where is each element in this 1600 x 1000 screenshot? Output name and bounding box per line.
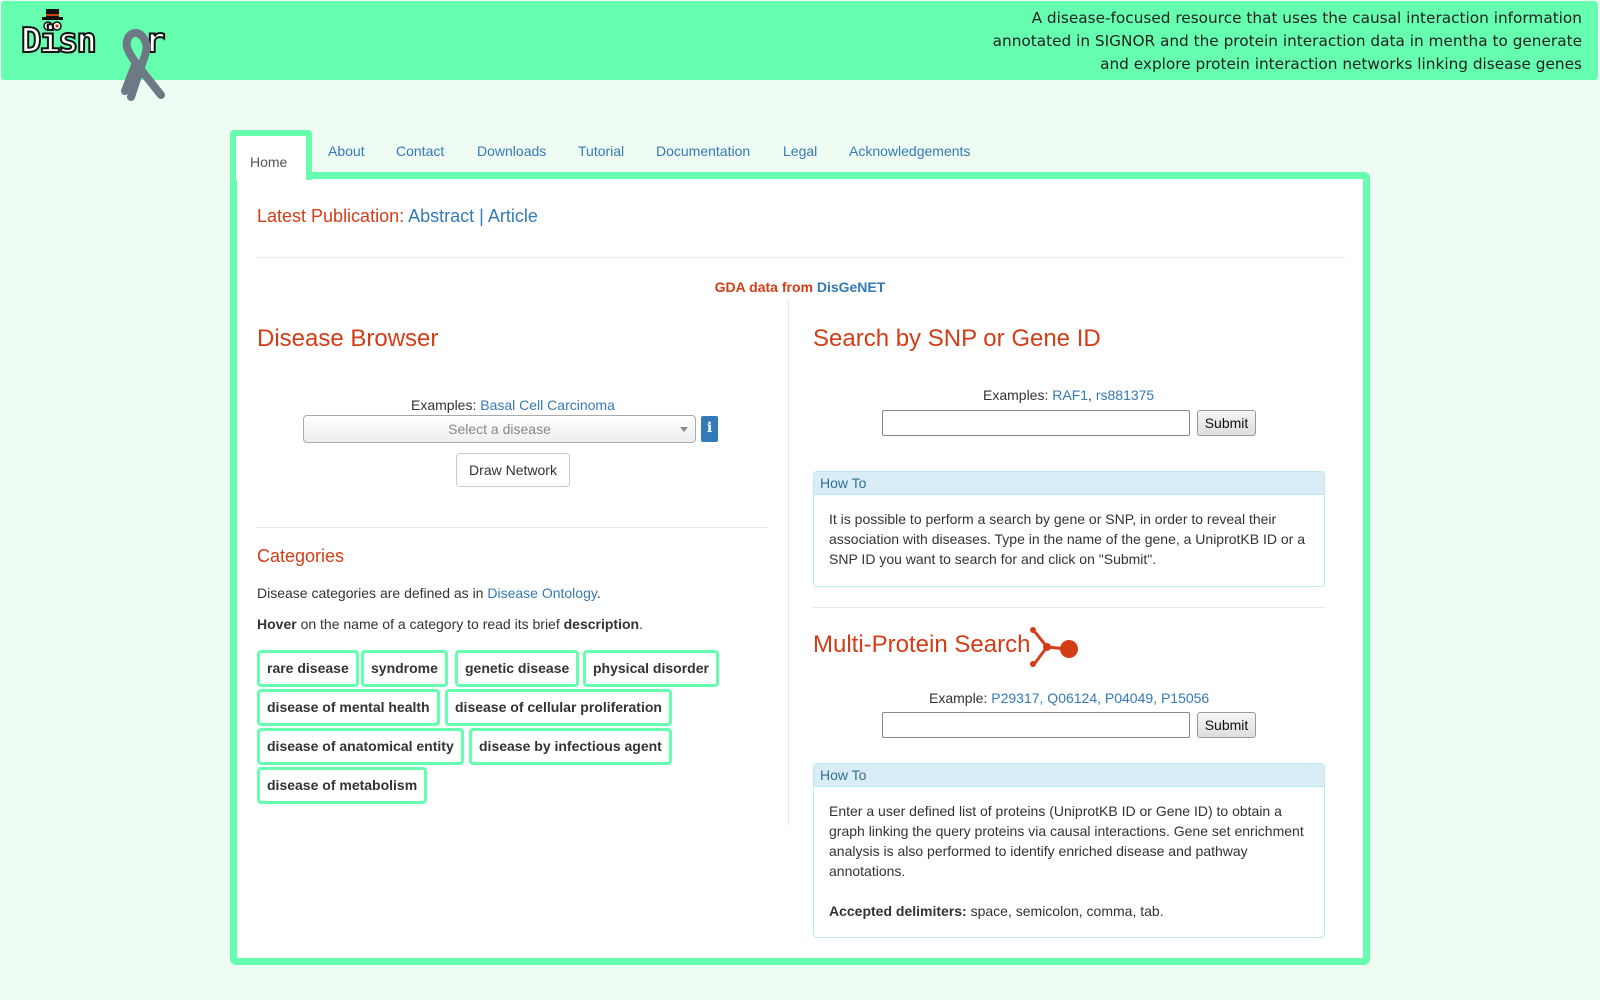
snp-search-input[interactable]: [882, 410, 1190, 436]
tab-documentation[interactable]: Documentation: [656, 143, 751, 159]
snp-howto-panel: [813, 471, 1325, 587]
hover-end: .: [639, 616, 643, 632]
description-bold: description: [563, 616, 640, 632]
delimiters-label: Accepted delimiters:: [829, 903, 967, 919]
howto-text: Enter a user defined list of proteins (UniprotKB ID or Gene ID) to obtain a graph linking the query proteins via causal interactions. Gene set enrichment analysis is also performed to identify enriched disease and pathway annotations.: [829, 803, 1304, 879]
tagline-line: annotated in SIGNOR and the protein interaction data in mentha to generate: [992, 32, 1582, 50]
publication-separator: |: [479, 206, 484, 226]
gda-source: [0, 279, 1600, 295]
multi-protein-submit-button[interactable]: Submit: [1197, 712, 1256, 738]
examples-label: Examples:: [983, 387, 1049, 403]
site-tagline: [992, 7, 1582, 76]
categories-def-end: .: [596, 585, 601, 601]
disease-ontology-link[interactable]: Disease Ontology: [487, 585, 597, 601]
category-chip[interactable]: syndrome: [361, 650, 448, 687]
svg-text:r: r: [145, 21, 166, 61]
category-chip[interactable]: disease of mental health: [257, 689, 440, 726]
multi-protein-input[interactable]: [882, 712, 1190, 738]
gda-label: GDA data from: [714, 279, 813, 295]
categories-def-text: Disease categories are defined as in: [257, 585, 484, 601]
article-link[interactable]: Article: [487, 206, 538, 226]
howto-body: It is possible to perform a search by gene or SNP, in order to reveal their association with diseases. Type in the name of the gene, a UniprotKB ID or a SNP ID you want to search for and click on "Submit".: [829, 511, 1306, 567]
disnor-logo[interactable]: [21, 5, 181, 103]
category-chip[interactable]: disease by infectious agent: [469, 728, 672, 765]
column-divider: [788, 300, 789, 825]
tagline-line: A disease-focused resource that uses the causal interaction information: [1031, 9, 1582, 27]
disease-select[interactable]: [303, 415, 696, 443]
hover-text: on the name of a category to read its brief: [300, 616, 560, 632]
info-icon[interactable]: i: [701, 416, 718, 442]
snp-examples: [983, 387, 1154, 403]
categories-title: Categories: [257, 546, 345, 566]
multi-howto-panel: [813, 763, 1325, 938]
category-chip[interactable]: disease of metabolism: [257, 767, 427, 804]
draw-network-button[interactable]: Draw Network: [456, 453, 570, 487]
divider: [257, 527, 767, 528]
hover-bold: Hover: [257, 616, 297, 632]
tab-home[interactable]: Home: [230, 130, 312, 180]
accepted-delimiters: [829, 901, 1309, 921]
examples-comma: ,: [1088, 387, 1092, 403]
category-chip[interactable]: physical disorder: [583, 650, 719, 687]
example-raf1-link[interactable]: RAF1: [1052, 387, 1089, 403]
divider: [257, 257, 1345, 258]
categories-definition: [257, 585, 601, 601]
multi-protein-search-title: Multi-Protein Search: [813, 631, 1031, 658]
example-label: Example:: [929, 690, 988, 706]
snp-submit-button[interactable]: Submit: [1197, 410, 1256, 436]
category-chip[interactable]: disease of cellular proliferation: [445, 689, 672, 726]
network-icon: [1029, 626, 1079, 668]
multi-protein-example: [929, 690, 1209, 706]
howto-heading: How To: [814, 472, 1324, 495]
tab-acknowledgements[interactable]: Acknowledgements: [849, 143, 971, 159]
example-protein-list-link[interactable]: P29317, Q06124, P04049, P15056: [991, 690, 1210, 706]
example-basal-cell-carcinoma-link[interactable]: Basal Cell Carcinoma: [480, 397, 615, 413]
tagline-line: and explore protein interaction networks linking disease genes: [1100, 55, 1582, 73]
tab-about[interactable]: About: [328, 143, 365, 159]
example-rs881375-link[interactable]: rs881375: [1095, 387, 1155, 403]
disease-select-placeholder: Select a disease: [448, 421, 551, 437]
tab-tutorial[interactable]: Tutorial: [578, 143, 625, 159]
disease-examples: [411, 397, 615, 413]
categories-hover-hint: [257, 616, 643, 632]
category-chip[interactable]: genetic disease: [455, 650, 579, 687]
latest-publication: [257, 206, 538, 227]
site-header: [1, 1, 1598, 80]
howto-heading: How To: [814, 764, 1324, 787]
tab-legal[interactable]: Legal: [783, 143, 818, 159]
category-chip[interactable]: disease of anatomical entity: [257, 728, 464, 765]
tab-contact[interactable]: Contact: [396, 143, 445, 159]
divider: [813, 607, 1326, 608]
abstract-link[interactable]: Abstract: [408, 206, 475, 226]
category-chip[interactable]: rare disease: [257, 650, 359, 687]
howto-body: [814, 787, 1324, 935]
disgenet-link[interactable]: DisGeNET: [816, 279, 886, 295]
tab-downloads[interactable]: Downloads: [477, 143, 547, 159]
chevron-down-icon: [680, 427, 688, 432]
disease-browser-title: Disease Browser: [257, 325, 439, 352]
examples-label: Examples:: [411, 397, 477, 413]
snp-search-title: Search by SNP or Gene ID: [813, 325, 1101, 352]
delimiters-text: space, semicolon, comma, tab.: [970, 903, 1164, 919]
svg-text:Disn: Disn: [21, 21, 95, 61]
latest-publication-label: Latest Publication:: [257, 206, 405, 226]
